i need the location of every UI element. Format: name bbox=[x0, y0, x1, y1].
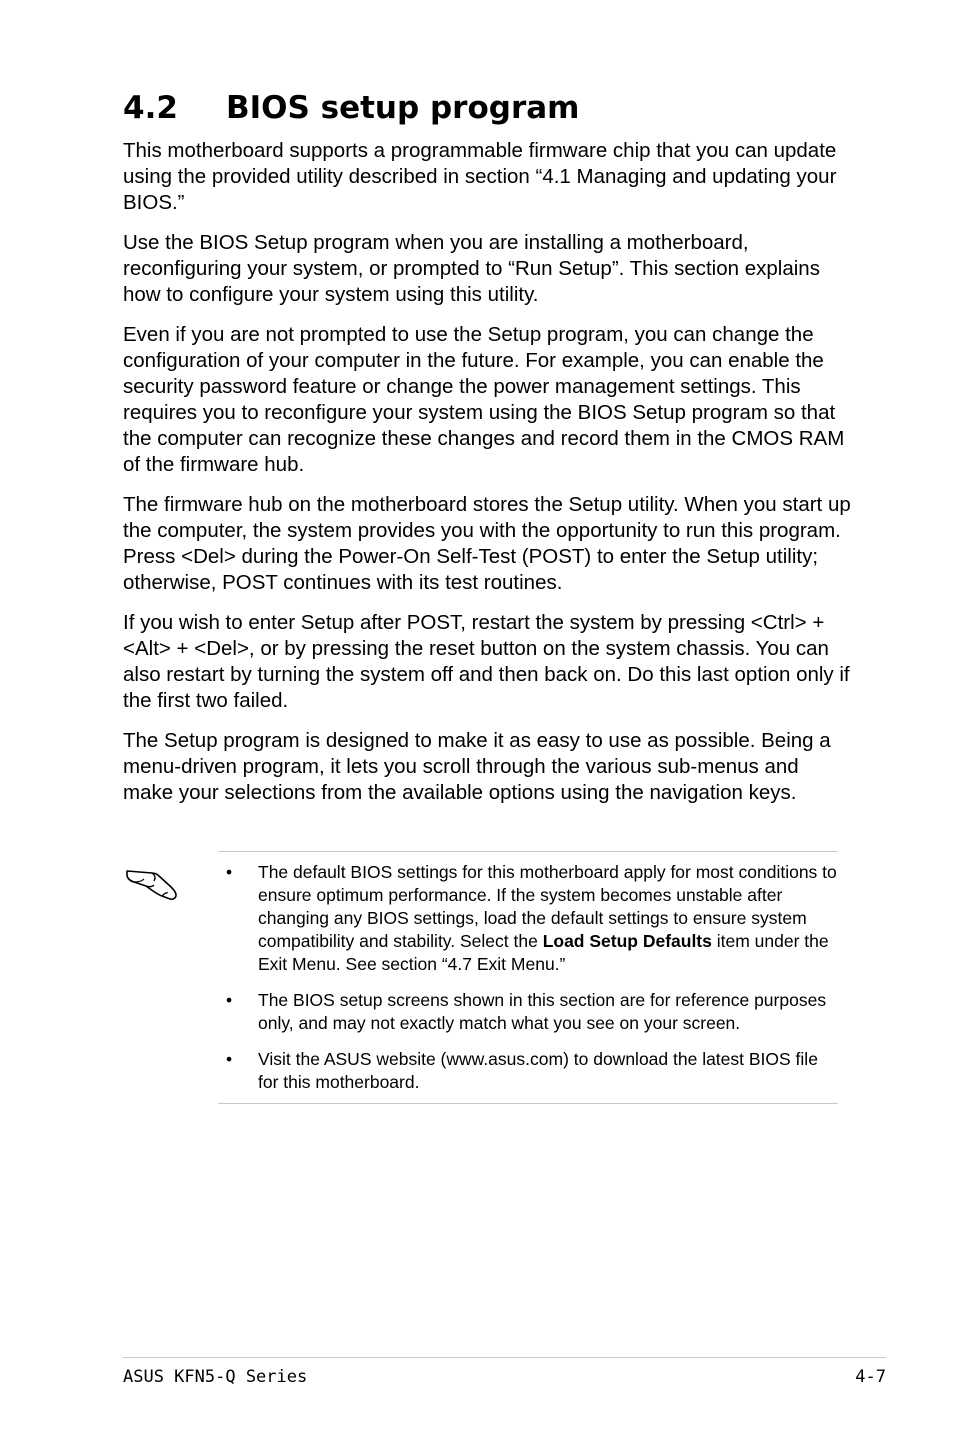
section-heading bbox=[123, 86, 579, 130]
note-item-text: item under the Exit Menu. See section “4.7 Exit Menu.” bbox=[258, 931, 829, 974]
section-title: BIOS setup program bbox=[226, 90, 580, 126]
note-list bbox=[218, 861, 838, 1094]
note-item bbox=[218, 861, 838, 976]
load-setup-defaults-label: Load Setup Defaults bbox=[542, 931, 712, 951]
note-item-text: The BIOS setup screens shown in this section are for reference purposes only, and may not exactly match what you see on your screen. bbox=[258, 990, 827, 1033]
note-item-text: The default BIOS settings for this motherboard apply for most conditions to ensure optimum performance. If the system becomes unstable after changing any BIOS settings, load the default settings to ensure system compatibility and stability. Select the bbox=[258, 862, 837, 951]
paragraph-reconfigure: Even if you are not prompted to use the Setup program, you can change the configuration of your computer in the future. For example, you can enable the security password feature or change the power management settings. This requires you to reconfigure your system using the BIOS Setup program so that the computer can recognize these changes and record them in the CMOS RAM of the firmware hub. bbox=[123, 323, 845, 476]
bullet-icon: • bbox=[226, 1049, 233, 1069]
footer-product-name: ASUS KFN5-Q Series bbox=[123, 1367, 308, 1387]
footer-divider bbox=[123, 1357, 886, 1358]
hand-pointer-icon bbox=[124, 862, 180, 902]
paragraph-firmware-hub: The firmware hub on the motherboard stores the Setup utility. When you start up the computer, the system provides you with the opportunity to run this program. Press <Del> during the Power-On Self-Test (POST) to enter the Setup utility; otherwise, POST continues with its test routines. bbox=[123, 493, 851, 594]
paragraph-navigation: The Setup program is designed to make it as easy to use as possible. Being a menu-driven program, it lets you scroll through the various sub-menus and make your selections from the available options using the navigation keys. bbox=[123, 729, 831, 804]
body-text bbox=[123, 138, 853, 820]
section-number: 4.2 bbox=[123, 90, 178, 126]
paragraph-intro: This motherboard supports a programmable firmware chip that you can update using the provided utility described in section “4.1 Managing and updating your BIOS.” bbox=[123, 139, 837, 214]
note-item bbox=[218, 1048, 838, 1094]
bullet-icon: • bbox=[226, 862, 233, 882]
bullet-icon: • bbox=[226, 990, 233, 1010]
note-box bbox=[218, 851, 838, 1104]
footer-page-number: 4-7 bbox=[855, 1367, 886, 1387]
note-item bbox=[218, 989, 838, 1035]
paragraph-restart: If you wish to enter Setup after POST, restart the system by pressing <Ctrl> + <Alt> + <Del>, or by pressing the reset button on the system chassis. You can also restart by turning the system off and then back on. Do this last option only if the first two failed. bbox=[123, 611, 850, 712]
paragraph-usage: Use the BIOS Setup program when you are installing a motherboard, reconfiguring your system, or prompted to “Run Setup”. This section explains how to configure your system using this utility. bbox=[123, 231, 820, 306]
note-item-text: Visit the ASUS website (www.asus.com) to download the latest BIOS file for this motherboard. bbox=[258, 1049, 818, 1092]
